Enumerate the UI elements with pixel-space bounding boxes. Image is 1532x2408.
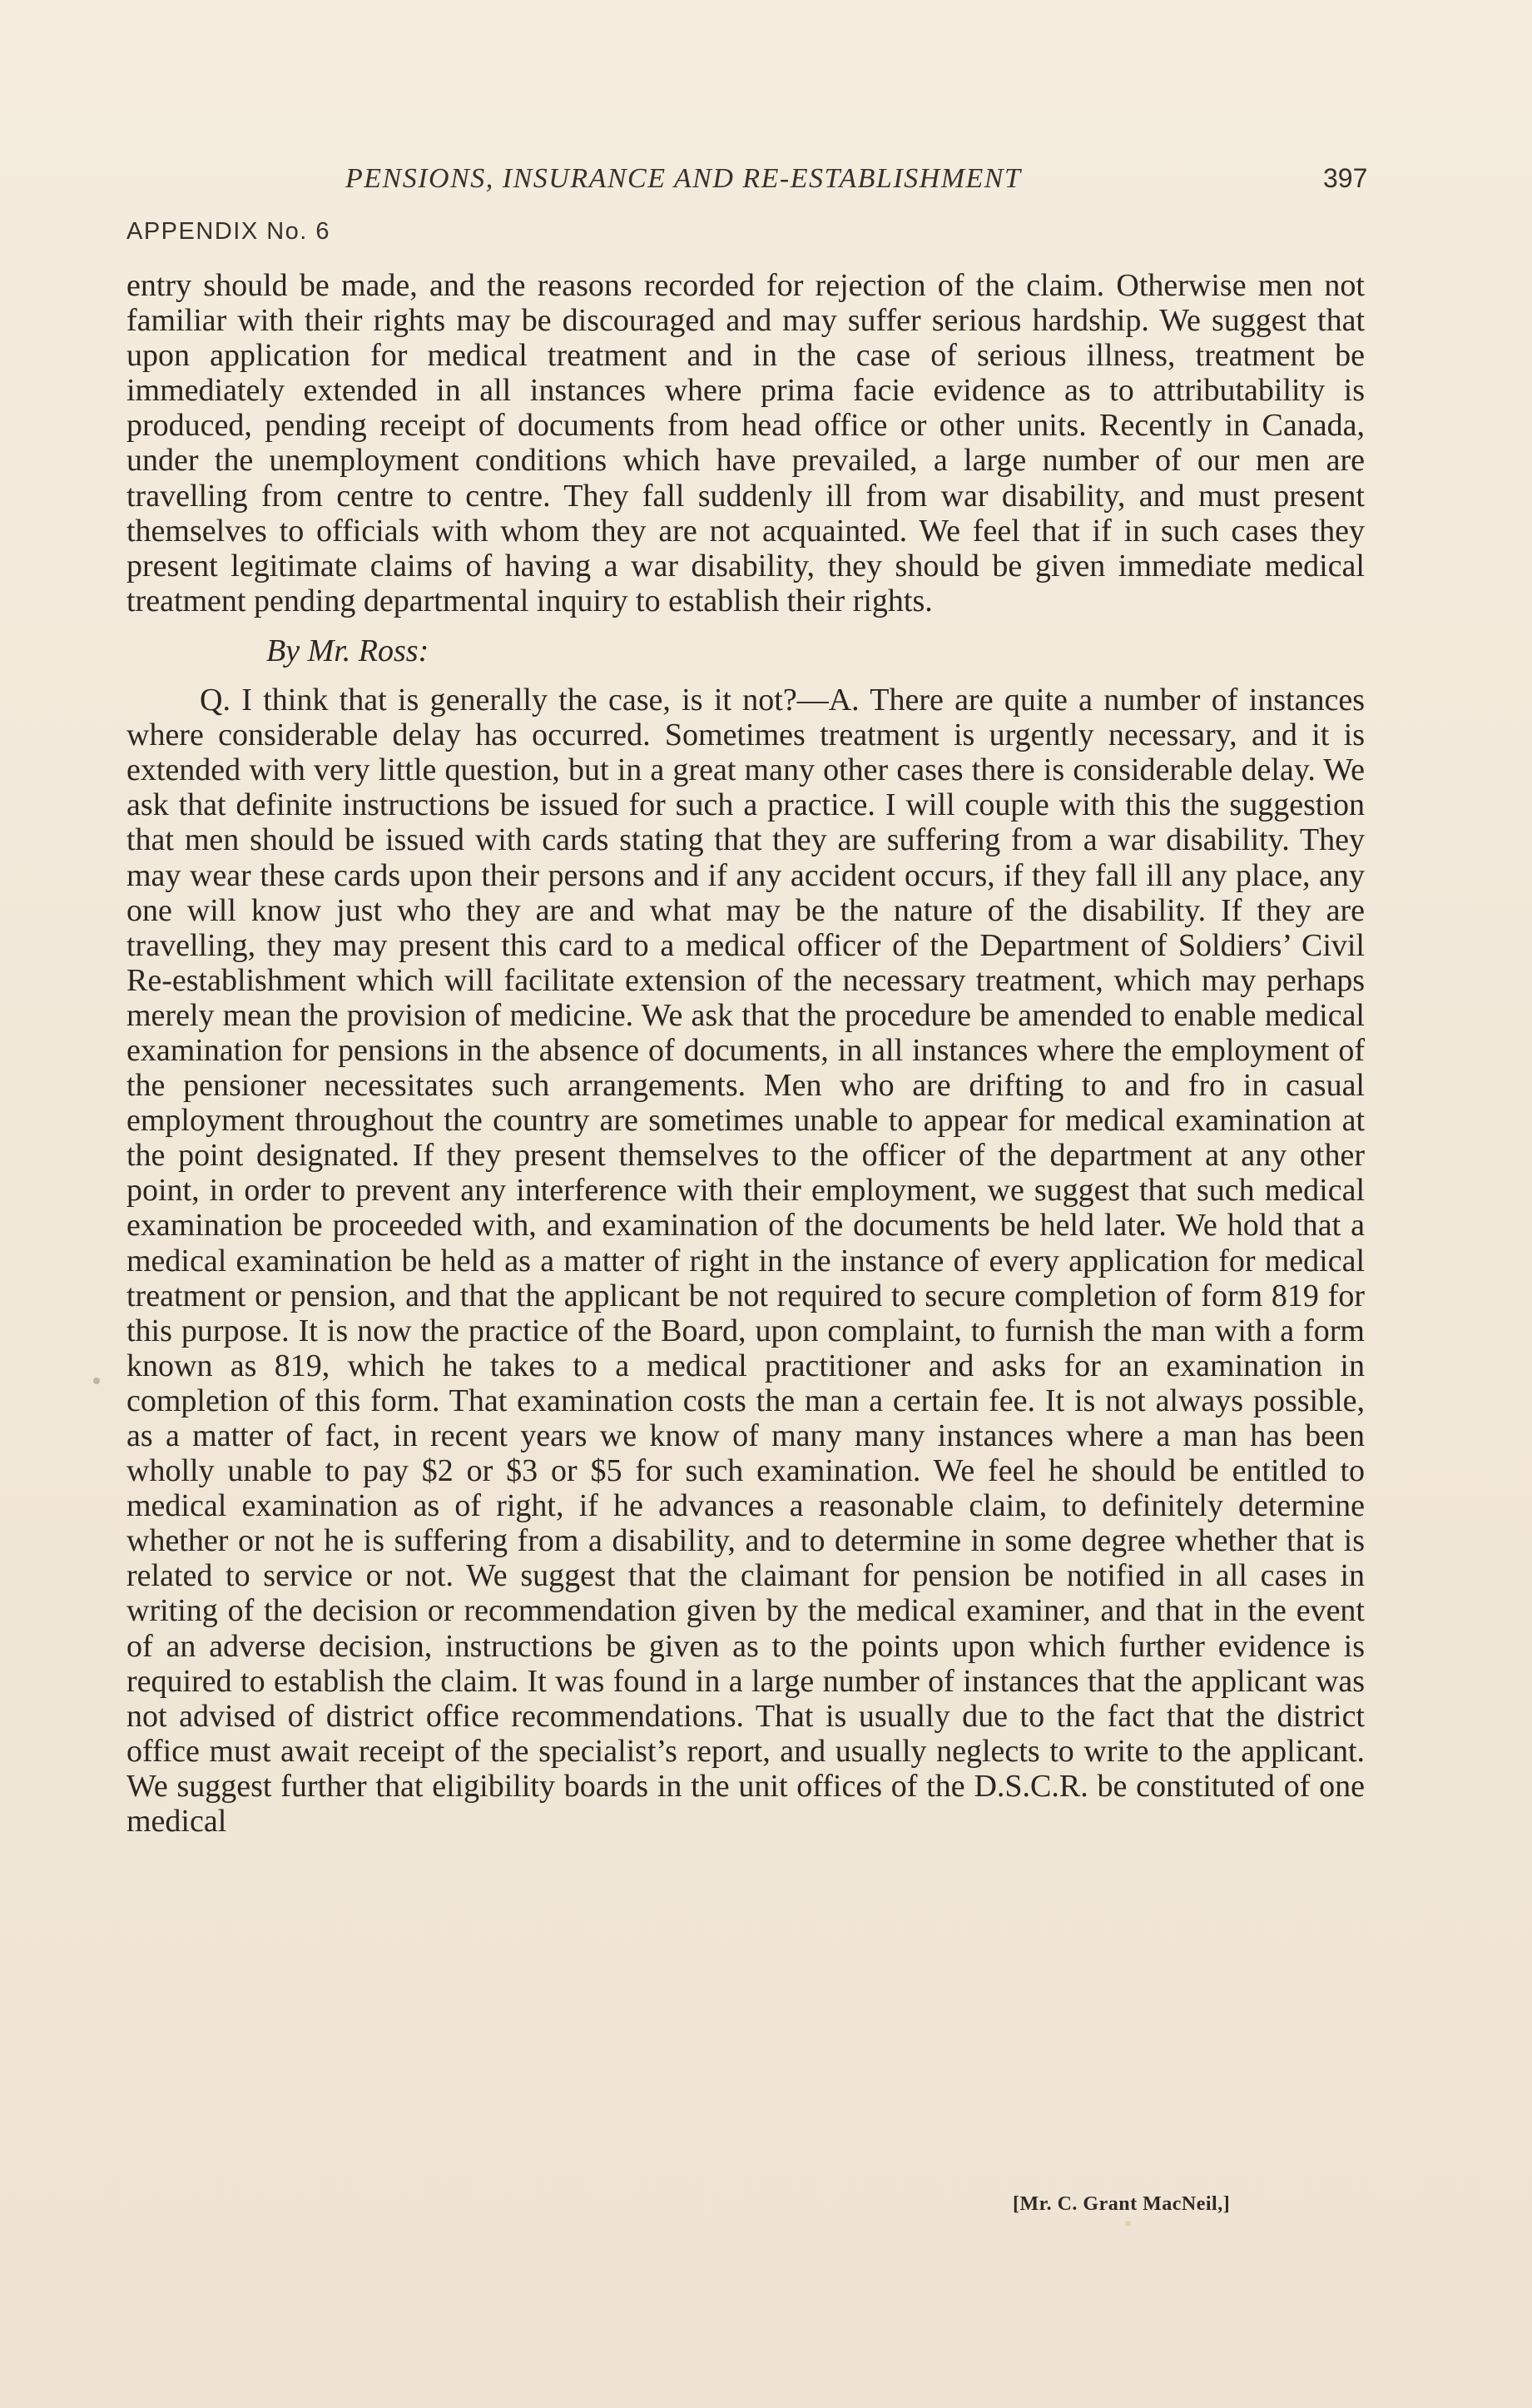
running-title: PENSIONS, INSURANCE AND RE-ESTABLISHMENT [345, 163, 1022, 194]
page-stain [93, 1378, 100, 1384]
page-stain [1125, 2221, 1131, 2227]
body-text [126, 268, 1365, 1839]
speaker-heading: By Mr. Ross: [266, 633, 429, 668]
footer-attribution: [Mr. C. Grant MacNeil,] [1013, 2193, 1231, 2215]
opening-paragraph: entry should be made, and the reasons recorded for rejection of the claim. Otherwise men not familiar with their rights may be discouraged and may suffer serious hardship. We suggest that upon application for medical treatment and in the case of serious illness, treatment be immediately extended in all instances where prima facie evidence as to attributability is produced, pending receipt of documents from head office or other units. Recently in Canada, under the unemployment conditions which have prevailed, a large number of our men are travelling from centre to centre. They fall suddenly ill from war disability, and must present themselves to officials with whom they are not acquainted. We feel that if in such cases they present legitimate claims of having a war disability, they should be given immediate medical treatment pending departmental inquiry to establish their rights. [126, 268, 1365, 618]
page-number: 397 [1323, 163, 1368, 193]
appendix-label: APPENDIX No. 6 [126, 218, 331, 245]
qa-paragraph: Q. I think that is generally the case, is it not?—A. There are quite a number of instances where considerable delay has occurred. Sometimes treatment is urgently necessary, and it is extended with very little question, but in a great many other cases there is considerable delay. We ask that definite instructions be issued for such a practice. I will couple with this the suggestion that men should be issued with cards stating that they are suffering from a war disability. They may wear these cards upon their persons and if any accident occurs, if they fall ill any place, any one will know just who they are and what may be the nature of the disability. If they are travelling, they may present this card to a medical officer of the Department of Soldiers’ Civil Re-establishment which will facilitate extension of the necessary treatment, which may perhaps merely mean the provision of medicine. We ask that the procedure be amended to enable medical examination for pensions in the absence of documents, in all instances where the employment of the pensioner necessitates such arrangements. Men who are drifting to and fro in casual employment throughout the country are sometimes unable to appear for medical examination at the point designated. If they present themselves to the officer of the department at any other point, in order to prevent any interference with their employment, we suggest that such medical examination be proceeded with, and examination of the documents be held later. We hold that a medical examination be held as a matter of right in the instance of every application for medical treatment or pension, and that the applicant be not required to secure completion of form 819 for this purpose. It is now the practice of the Board, upon complaint, to furnish the man with a form known as 819, which he takes to a medical practitioner and asks for an examination in completion of this form. That examination costs the man a certain fee. It is not always possible, as a matter of fact, in recent years we know of many many instances where a man has been wholly unable to pay $2 or $3 or $5 for such examination. We feel he should be entitled to medical examination as of right, if he advances a reasonable claim, to definitely determine whether or not he is suffering from a disability, and to determine in some degree whether that is related to service or not. We suggest that the claimant for pension be notified in all cases in writing of the decision or recommendation given by the medical examiner, and that in the event of an adverse decision, instructions be given as to the points upon which further evidence is required to establish the claim. It was found in a large number of instances that the applicant was not advised of district office recommendations. That is usually due to the fact that the district office must await receipt of the specialist’s report, and usually neglects to write to the applicant. We suggest further that eligibility boards in the unit offices of the D.S.C.R. be constituted of one medical [126, 683, 1365, 1840]
